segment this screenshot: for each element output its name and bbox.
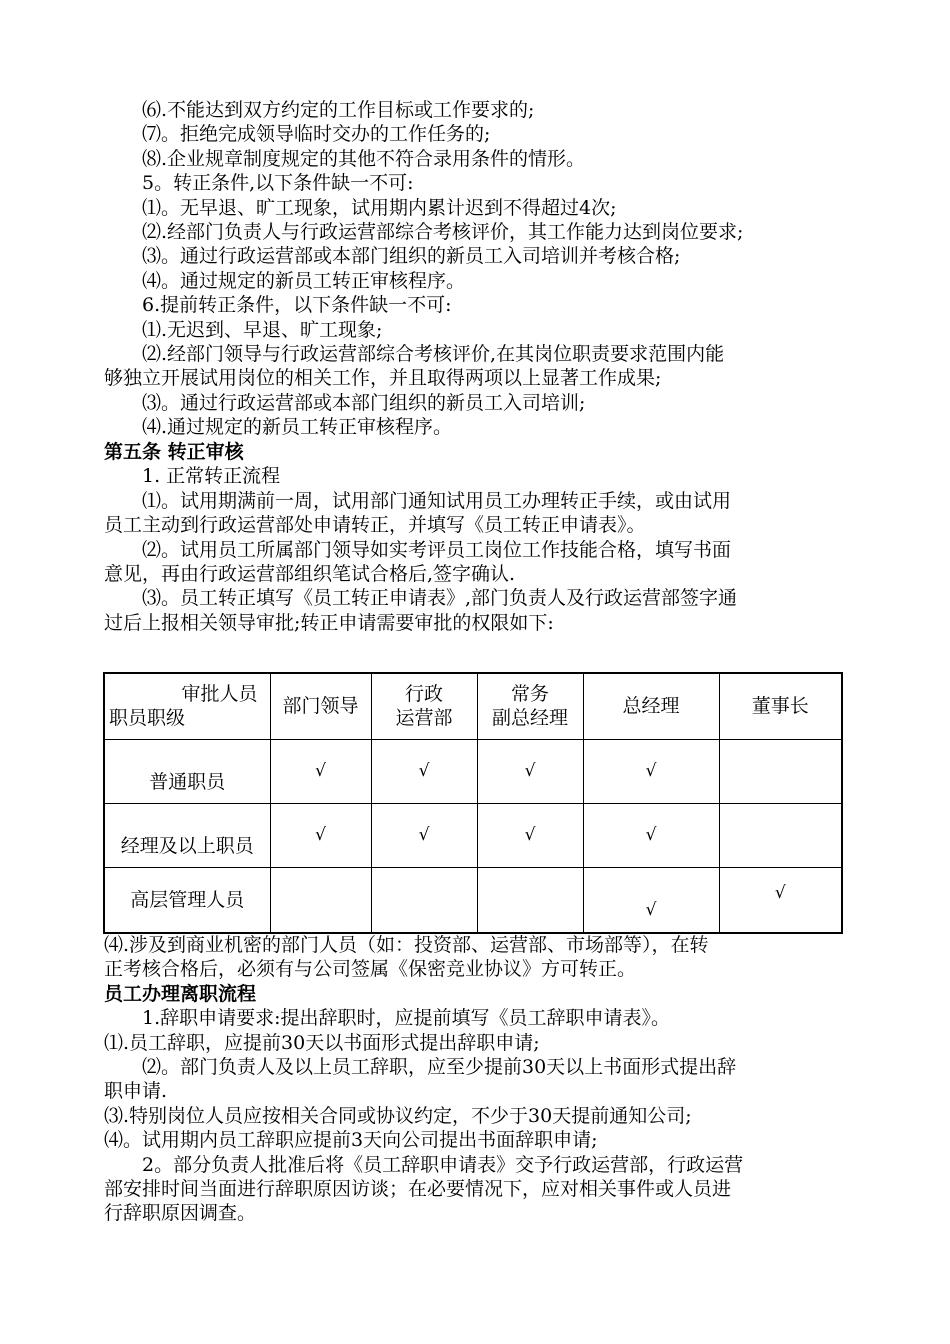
- text-line: ⑷.通过规定的新员工转正审核程序。: [104, 416, 453, 438]
- check-cell: √: [719, 867, 842, 933]
- text-line: ⑺。拒绝完成领导临时交办的工作任务的;: [104, 123, 491, 145]
- text-line: ⑵.经部门负责人与行政运营部综合考核评价，其工作能力达到岗位要求;: [104, 221, 744, 243]
- table-corner-cell: [104, 673, 270, 739]
- check-cell: [270, 867, 371, 933]
- text-line: ⑹.不能达到双方约定的工作目标或工作要求的;: [104, 99, 535, 121]
- table-header-row: [104, 673, 842, 739]
- text-line: ⑴。试用期满前一周，试用部门通知试用员工办理转正手续，或由试用: [104, 490, 732, 512]
- text-line: ⑶.特别岗位人员应按相关合同或协议约定，不少于30天提前通知公司;: [104, 1105, 692, 1127]
- text-line: ⑶。通过行政运营部或本部门组织的新员工入司培训;: [104, 392, 586, 414]
- text-line: ⑴。无早退、旷工现象，试用期内累计迟到不得超过4次;: [104, 197, 617, 219]
- text-line: ⑵.经部门领导与行政运营部综合考核评价,在其岗位职责要求范围内能: [104, 343, 725, 365]
- corner-level-label: 职员职级: [109, 707, 186, 730]
- text-line: ⑴.无迟到、早退、旷工现象;: [104, 319, 383, 341]
- text-line: 2。部分负责人批准后将《员工辞职申请表》交予行政运营部，行政运营: [104, 1154, 744, 1176]
- row-label-text: 普通职员: [149, 771, 226, 793]
- text-line: ⑷.涉及到商业机密的部门人员（如：投资部、运营部、市场部等），在转: [104, 934, 709, 956]
- corner-approver-label: 审批人员: [181, 683, 258, 706]
- header-chairman: 董事长: [719, 673, 842, 739]
- check-cell: √: [371, 739, 477, 803]
- check-cell: √: [583, 867, 719, 933]
- row-label-text: 经理及以上职员: [120, 835, 254, 857]
- check-cell: √: [583, 739, 719, 803]
- header-admin-line1: 行政: [404, 683, 443, 706]
- check-cell: √: [477, 803, 583, 867]
- check-cell: √: [477, 739, 583, 803]
- text-line: 正考核合格后，必须有与公司签属《保密竞业协议》方可转正。: [104, 958, 637, 980]
- check-cell: √: [583, 803, 719, 867]
- table-row: [104, 739, 842, 803]
- header-dept-leader: 部门领导: [270, 673, 371, 739]
- text-line: ⑶。员工转正填写《员工转正申请表》,部门负责人及行政运营部签字通: [104, 587, 738, 609]
- check-cell: [719, 803, 842, 867]
- header-vp-line1: 常务: [510, 683, 549, 706]
- header-admin-ops: [371, 673, 477, 739]
- header-admin-line2: 运营部: [395, 707, 453, 730]
- section-heading: 员工办理离职流程: [104, 983, 257, 1005]
- text-line: 员工主动到行政运营部处申请转正，并填写《员工转正申请表》。: [104, 514, 646, 536]
- table-row: [104, 803, 842, 867]
- text-line: 意见，再由行政运营部组织笔试合格后,签字确认.: [104, 563, 516, 585]
- text-line: ⑷。试用期内员工辞职应提前3天向公司提出书面辞职申请;: [104, 1129, 598, 1151]
- text-line: ⑴.员工辞职，应提前30天以书面形式提出辞职申请;: [104, 1032, 540, 1054]
- row-label: [104, 739, 270, 803]
- row-label: 高层管理人员: [104, 867, 270, 933]
- text-line: 行辞职原因调查。: [104, 1202, 257, 1224]
- text-line: 5。转正条件,以下条件缺一不可:: [104, 172, 414, 194]
- check-cell: [477, 867, 583, 933]
- header-exec-vp: [477, 673, 583, 739]
- text-line: ⑶。通过行政运营部或本部门组织的新员工入司培训并考核合格;: [104, 245, 681, 267]
- text-line: 过后上报相关领导审批;转正申请需要审批的权限如下:: [104, 612, 554, 634]
- text-line: 6.提前转正条件，以下条件缺一不可:: [104, 294, 452, 316]
- table-row: [104, 867, 842, 933]
- check-cell: [719, 739, 842, 803]
- approval-table: [103, 672, 843, 934]
- check-cell: √: [371, 803, 477, 867]
- check-cell: √: [270, 739, 371, 803]
- check-cell: √: [270, 803, 371, 867]
- header-vp-line2: 副总经理: [491, 707, 568, 730]
- text-line: ⑵。试用员工所属部门领导如实考评员工岗位工作技能合格，填写书面: [104, 539, 732, 561]
- text-line: 部安排时间当面进行辞职原因访谈；在必要情况下，应对相关事件或人员进: [104, 1178, 732, 1200]
- row-label: [104, 803, 270, 867]
- text-line: ⑻.企业规章制度规定的其他不符合录用条件的情形。: [104, 148, 586, 170]
- text-line: 1. 正常转正流程: [104, 465, 281, 487]
- section-heading: 第五条 转正审核: [104, 441, 244, 463]
- text-line: ⑷。通过规定的新员工转正审核程序。: [104, 270, 466, 292]
- header-general-manager: 总经理: [583, 673, 719, 739]
- text-line: ⑵。部门负责人及以上员工辞职，应至少提前30天以上书面形式提出辞: [104, 1056, 737, 1078]
- text-line: 1.辞职申请要求:提出辞职时，应提前填写《员工辞职申请表》。: [104, 1007, 671, 1029]
- text-line: 够独立开展试用岗位的相关工作，并且取得两项以上显著工作成果;: [104, 367, 662, 389]
- text-line: 职申请.: [104, 1080, 168, 1102]
- check-cell: [371, 867, 477, 933]
